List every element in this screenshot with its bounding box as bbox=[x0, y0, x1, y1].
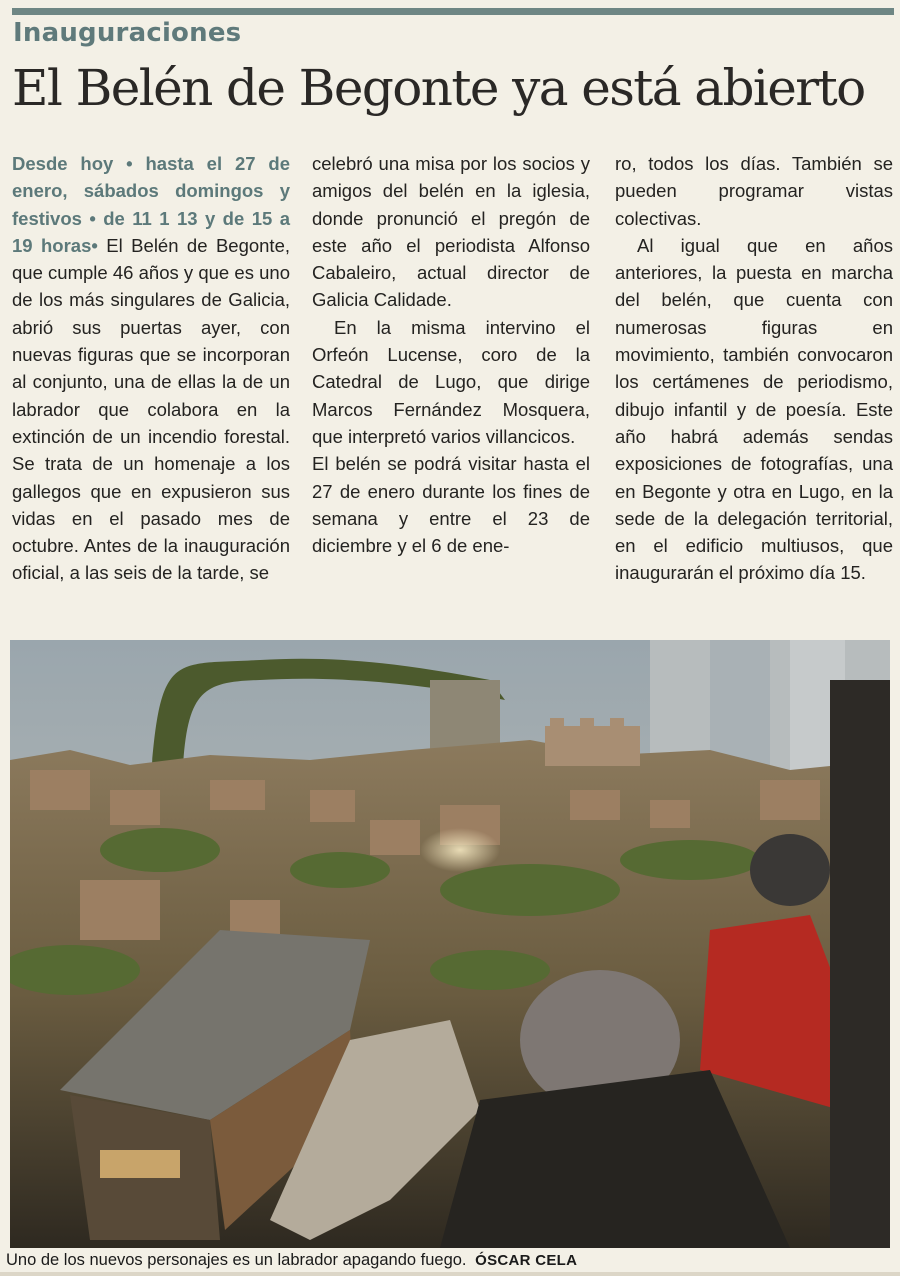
column-2 bbox=[312, 150, 590, 559]
caption-text: Uno de los nuevos personajes es un labrador apagando fuego. bbox=[6, 1251, 467, 1269]
column-3-paragraph-1: ro, todos los días. También se pueden programar vistas colectivas. bbox=[615, 153, 893, 229]
column-3-paragraph-2: Al igual que en años anteriores, la puesta en marcha del belén, que cuenta con numerosas figuras en movimiento, también convocaron los certámenes de periodismo, dibujo infantil y de poesía. Este año habrá además sendas exposiciones de fotografías, una en Begonte y otra en Lugo, en la sede de la delegación territorial, en el edificio multiusos, que inaugurarán el próximo día 15. bbox=[615, 234, 893, 584]
castle bbox=[545, 726, 640, 766]
section-label: Inauguraciones bbox=[13, 18, 242, 48]
headline: El Belén de Begonte ya está abierto bbox=[12, 59, 865, 117]
column-2-paragraph-2: En la misma intervino el Orfeón Lucense, coro de la Catedral de Lugo, que dirige Marcos Fernández Mosquera, que interpretó varios villancicos. bbox=[312, 316, 590, 447]
right-wall bbox=[830, 680, 890, 1248]
photo-caption bbox=[6, 1251, 896, 1270]
column-1 bbox=[12, 150, 290, 587]
column-3 bbox=[615, 150, 893, 587]
article-body bbox=[12, 150, 894, 630]
photo-illustration bbox=[10, 640, 890, 1248]
photo-credit: ÓSCAR CELA bbox=[475, 1252, 578, 1269]
nativity-scene-photo bbox=[10, 640, 890, 1248]
event-info-lead: Desde hoy • hasta el 27 de enero, sábados domingos y festivos • de 11 1 13 y de 15 a 19 horas• bbox=[12, 153, 290, 256]
top-rule bbox=[12, 8, 894, 15]
column-2-paragraph-1: celebró una misa por los socios y amigos del belén en la iglesia, donde pronunció el pregón de este año el periodista Alfonso Cabaleiro, actual director de Galicia Calidade. bbox=[312, 153, 590, 311]
child-visitor-head bbox=[750, 834, 830, 906]
light-glow bbox=[420, 828, 500, 872]
bottom-rule bbox=[0, 1272, 900, 1276]
column-2-paragraph-3: El belén se podrá visitar hasta el 27 de enero durante los fines de semana y entre el 23 de diciembre y el 6 de ene- bbox=[312, 453, 590, 557]
column-1-text: El Belén de Begonte, que cumple 46 años y que es uno de los más singulares de Galicia, abrió sus puertas ayer, con nuevas figuras que se incorporan al conjunto, una de ellas la de un labrador que colabora en la extinción de un incendio forestal. Se trata de un homenaje a los gallegos que en expusieron sus vidas en el pasado mes de octubre. Antes de la inauguración oficial, a las seis de la tarde, se bbox=[12, 234, 291, 584]
